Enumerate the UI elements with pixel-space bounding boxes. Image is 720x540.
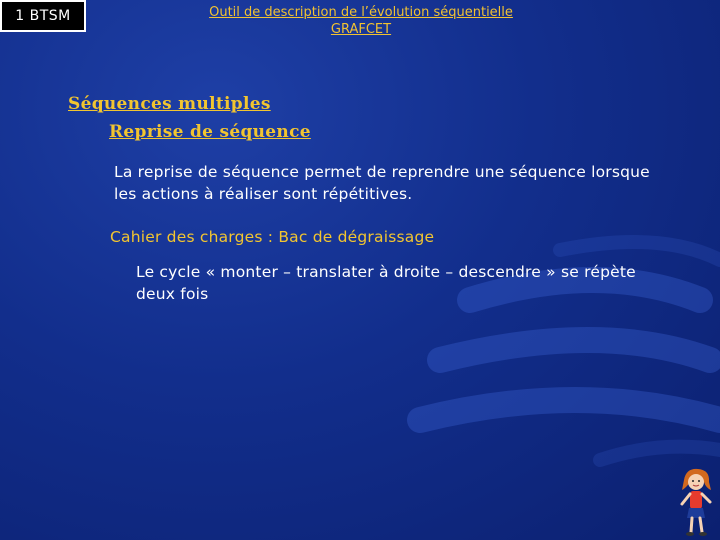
cartoon-girl-icon: [676, 466, 716, 540]
subsection-title: Reprise de séquence: [109, 122, 311, 142]
class-badge: 1 BTSM: [0, 0, 86, 32]
section-title: Séquences multiples: [68, 94, 271, 114]
example-title: Cahier des charges : Bac de dégraissage: [110, 228, 435, 246]
header-line-2: GRAFCET: [330, 22, 392, 37]
slide-header: [170, 4, 552, 38]
header-line-1: Outil de description de l’évolution séquentielle: [209, 5, 513, 20]
example-paragraph: Le cycle « monter – translater à droite – descendre » se répète deux fois: [136, 263, 636, 303]
intro-paragraph: La reprise de séquence permet de reprendre une séquence lorsque les actions à réaliser sont répétitives.: [114, 163, 650, 203]
